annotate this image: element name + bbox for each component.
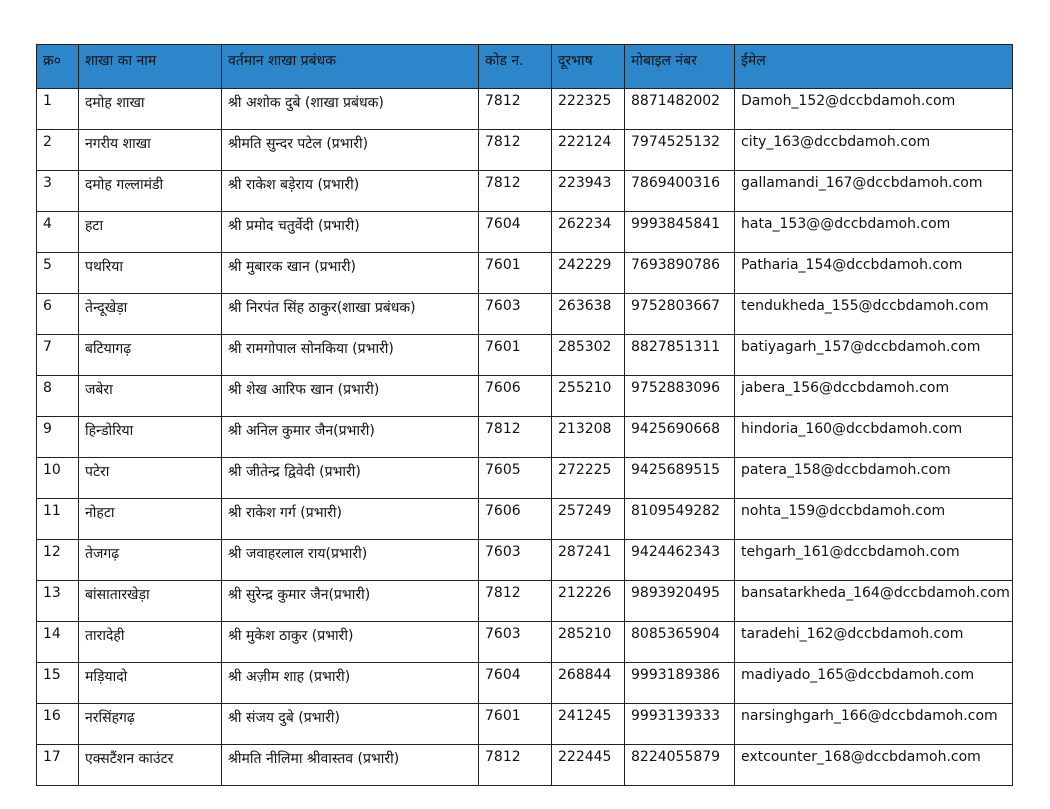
- branch-name-cell: पटेरा: [79, 458, 222, 499]
- mobile-number-cell: 7693890786: [625, 253, 735, 294]
- table-row: [37, 417, 1013, 458]
- code-number-cell: 7812: [479, 417, 552, 458]
- branch-manager-cell: श्री अनिल कुमार जैन(प्रभारी): [222, 417, 479, 458]
- serial-number-cell: 16: [37, 704, 79, 745]
- branch-manager-cell: श्री राकेश बड़ेराय (प्रभारी): [222, 171, 479, 212]
- email-cell: batiyagarh_157@dccbdamoh.com: [735, 335, 1013, 376]
- mobile-number-cell: 9752883096: [625, 376, 735, 417]
- code-number-cell: 7812: [479, 581, 552, 622]
- serial-number-cell: 14: [37, 622, 79, 663]
- table-row: [37, 663, 1013, 704]
- table-row: [37, 171, 1013, 212]
- table-row: [37, 458, 1013, 499]
- branch-name-cell: तेजगढ़: [79, 540, 222, 581]
- email-cell: Patharia_154@dccbdamoh.com: [735, 253, 1013, 294]
- header-serial-number: क्र०: [37, 45, 79, 89]
- mobile-number-cell: 8224055879: [625, 745, 735, 786]
- serial-number-cell: 10: [37, 458, 79, 499]
- table-row: [37, 540, 1013, 581]
- serial-number-cell: 9: [37, 417, 79, 458]
- branch-name-cell: तेन्दूखेड़ा: [79, 294, 222, 335]
- serial-number-cell: 5: [37, 253, 79, 294]
- serial-number-cell: 2: [37, 130, 79, 171]
- mobile-number-cell: 9893920495: [625, 581, 735, 622]
- branch-manager-cell: श्री मुबारक खान (प्रभारी): [222, 253, 479, 294]
- header-row: [37, 45, 1013, 89]
- email-cell: taradehi_162@dccbdamoh.com: [735, 622, 1013, 663]
- email-cell: Damoh_152@dccbdamoh.com: [735, 89, 1013, 130]
- telephone-cell: 213208: [552, 417, 625, 458]
- email-cell: tendukheda_155@dccbdamoh.com: [735, 294, 1013, 335]
- serial-number-cell: 3: [37, 171, 79, 212]
- branch-manager-cell: श्री संजय दुबे (प्रभारी): [222, 704, 479, 745]
- code-number-cell: 7604: [479, 663, 552, 704]
- branch-manager-cell: श्री जवाहरलाल राय(प्रभारी): [222, 540, 479, 581]
- header-mobile-number: मोबाइल नंबर: [625, 45, 735, 89]
- serial-number-cell: 11: [37, 499, 79, 540]
- branch-name-cell: मड़ियादो: [79, 663, 222, 704]
- code-number-cell: 7812: [479, 89, 552, 130]
- table-header: [37, 45, 1013, 89]
- email-cell: nohta_159@dccbdamoh.com: [735, 499, 1013, 540]
- telephone-cell: 285210: [552, 622, 625, 663]
- serial-number-cell: 13: [37, 581, 79, 622]
- branch-contact-table: [36, 44, 1013, 786]
- mobile-number-cell: 8827851311: [625, 335, 735, 376]
- branch-manager-cell: श्री मुकेश ठाकुर (प्रभारी): [222, 622, 479, 663]
- code-number-cell: 7604: [479, 212, 552, 253]
- mobile-number-cell: 7869400316: [625, 171, 735, 212]
- email-cell: bansatarkheda_164@dccbdamoh.com: [735, 581, 1013, 622]
- code-number-cell: 7603: [479, 294, 552, 335]
- mobile-number-cell: 9993845841: [625, 212, 735, 253]
- branch-manager-cell: श्री राकेश गर्ग (प्रभारी): [222, 499, 479, 540]
- code-number-cell: 7601: [479, 704, 552, 745]
- branch-manager-cell: श्रीमति नीलिमा श्रीवास्तव (प्रभारी): [222, 745, 479, 786]
- serial-number-cell: 15: [37, 663, 79, 704]
- table-row: [37, 499, 1013, 540]
- serial-number-cell: 12: [37, 540, 79, 581]
- mobile-number-cell: 9425689515: [625, 458, 735, 499]
- table-row: [37, 376, 1013, 417]
- mobile-number-cell: 8871482002: [625, 89, 735, 130]
- branch-name-cell: बांसातारखेड़ा: [79, 581, 222, 622]
- branch-name-cell: नोहटा: [79, 499, 222, 540]
- email-cell: tehgarh_161@dccbdamoh.com: [735, 540, 1013, 581]
- table-row: [37, 745, 1013, 786]
- branch-name-cell: दमोह शाखा: [79, 89, 222, 130]
- code-number-cell: 7603: [479, 540, 552, 581]
- branch-manager-cell: श्री सुरेन्द्र कुमार जैन(प्रभारी): [222, 581, 479, 622]
- telephone-cell: 257249: [552, 499, 625, 540]
- email-cell: gallamandi_167@dccbdamoh.com: [735, 171, 1013, 212]
- branch-name-cell: तारादेही: [79, 622, 222, 663]
- table-row: [37, 253, 1013, 294]
- email-cell: city_163@dccbdamoh.com: [735, 130, 1013, 171]
- telephone-cell: 287241: [552, 540, 625, 581]
- email-cell: patera_158@dccbdamoh.com: [735, 458, 1013, 499]
- branch-manager-cell: श्री शेख आरिफ खान (प्रभारी): [222, 376, 479, 417]
- branch-name-cell: बटियागढ़: [79, 335, 222, 376]
- mobile-number-cell: 7974525132: [625, 130, 735, 171]
- mobile-number-cell: 8085365904: [625, 622, 735, 663]
- telephone-cell: 263638: [552, 294, 625, 335]
- email-cell: extcounter_168@dccbdamoh.com: [735, 745, 1013, 786]
- header-telephone: दूरभाष: [552, 45, 625, 89]
- telephone-cell: 262234: [552, 212, 625, 253]
- code-number-cell: 7603: [479, 622, 552, 663]
- branch-manager-cell: श्री प्रमोद चतुर्वेदी (प्रभारी): [222, 212, 479, 253]
- serial-number-cell: 6: [37, 294, 79, 335]
- email-cell: jabera_156@dccbdamoh.com: [735, 376, 1013, 417]
- serial-number-cell: 7: [37, 335, 79, 376]
- mobile-number-cell: 9993139333: [625, 704, 735, 745]
- telephone-cell: 268844: [552, 663, 625, 704]
- mobile-number-cell: 9993189386: [625, 663, 735, 704]
- branch-name-cell: दमोह गल्लामंडी: [79, 171, 222, 212]
- code-number-cell: 7605: [479, 458, 552, 499]
- branch-name-cell: पथरिया: [79, 253, 222, 294]
- telephone-cell: 241245: [552, 704, 625, 745]
- email-cell: madiyado_165@dccbdamoh.com: [735, 663, 1013, 704]
- branch-manager-cell: श्रीमति सुन्दर पटेल (प्रभारी): [222, 130, 479, 171]
- table-row: [37, 335, 1013, 376]
- branch-name-cell: हिन्डोरिया: [79, 417, 222, 458]
- telephone-cell: 222124: [552, 130, 625, 171]
- table-row: [37, 622, 1013, 663]
- branch-manager-cell: श्री अज़ीम शाह (प्रभारी): [222, 663, 479, 704]
- branch-name-cell: हटा: [79, 212, 222, 253]
- telephone-cell: 212226: [552, 581, 625, 622]
- telephone-cell: 285302: [552, 335, 625, 376]
- branch-manager-cell: श्री रामगोपाल सोनकिया (प्रभारी): [222, 335, 479, 376]
- mobile-number-cell: 9752803667: [625, 294, 735, 335]
- branch-name-cell: नगरीय शाखा: [79, 130, 222, 171]
- code-number-cell: 7601: [479, 335, 552, 376]
- serial-number-cell: 1: [37, 89, 79, 130]
- telephone-cell: 222445: [552, 745, 625, 786]
- branch-name-cell: एक्सटैंशन काउंटर: [79, 745, 222, 786]
- email-cell: narsinghgarh_166@dccbdamoh.com: [735, 704, 1013, 745]
- table-body: [37, 89, 1013, 786]
- table-row: [37, 212, 1013, 253]
- header-email: ईमेल: [735, 45, 1013, 89]
- table-row: [37, 294, 1013, 335]
- mobile-number-cell: 9425690668: [625, 417, 735, 458]
- code-number-cell: 7606: [479, 376, 552, 417]
- serial-number-cell: 4: [37, 212, 79, 253]
- email-cell: hata_153@@dccbdamoh.com: [735, 212, 1013, 253]
- branch-manager-cell: श्री निरपंत सिंह ठाकुर(शाखा प्रबंधक): [222, 294, 479, 335]
- code-number-cell: 7812: [479, 130, 552, 171]
- serial-number-cell: 8: [37, 376, 79, 417]
- telephone-cell: 272225: [552, 458, 625, 499]
- table-row: [37, 581, 1013, 622]
- email-cell: hindoria_160@dccbdamoh.com: [735, 417, 1013, 458]
- mobile-number-cell: 9424462343: [625, 540, 735, 581]
- code-number-cell: 7601: [479, 253, 552, 294]
- telephone-cell: 223943: [552, 171, 625, 212]
- code-number-cell: 7812: [479, 171, 552, 212]
- header-code-number: कोड न.: [479, 45, 552, 89]
- telephone-cell: 222325: [552, 89, 625, 130]
- telephone-cell: 255210: [552, 376, 625, 417]
- code-number-cell: 7606: [479, 499, 552, 540]
- branch-manager-cell: श्री जीतेन्द्र द्विवेदी (प्रभारी): [222, 458, 479, 499]
- header-branch-name: शाखा का नाम: [79, 45, 222, 89]
- table-row: [37, 704, 1013, 745]
- serial-number-cell: 17: [37, 745, 79, 786]
- code-number-cell: 7812: [479, 745, 552, 786]
- telephone-cell: 242229: [552, 253, 625, 294]
- header-branch-manager: वर्तमान शाखा प्रबंधक: [222, 45, 479, 89]
- table-row: [37, 130, 1013, 171]
- branch-name-cell: जबेरा: [79, 376, 222, 417]
- branch-manager-cell: श्री अशोक दुबे (शाखा प्रबंधक): [222, 89, 479, 130]
- mobile-number-cell: 8109549282: [625, 499, 735, 540]
- table-row: [37, 89, 1013, 130]
- branch-name-cell: नरसिंहगढ़: [79, 704, 222, 745]
